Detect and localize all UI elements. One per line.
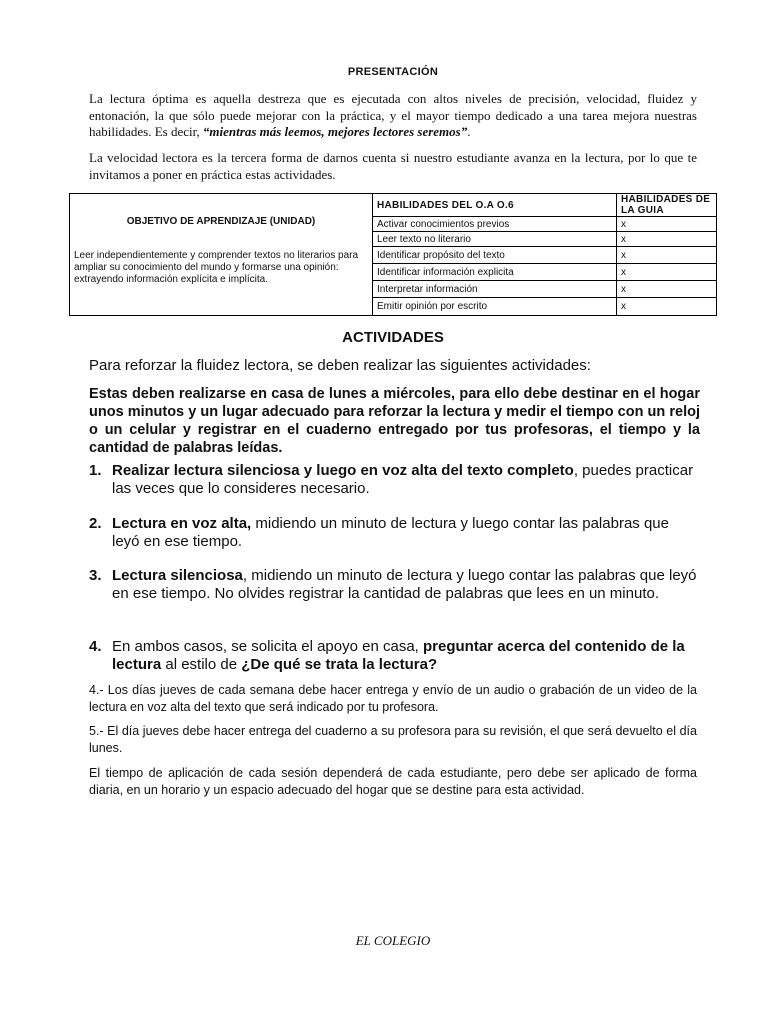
- objective-cell: [70, 194, 373, 316]
- item-text: midiendo un minuto de lectura y luego contar las palabras que leyó en ese tiempo.: [112, 515, 669, 550]
- objective-text: Leer independientemente y comprender textos no literarios para ampliar su conocimiento del mundo y formarse una opinión: extrayendo información explícita e implícita.: [74, 250, 359, 285]
- footer-signature: EL COLEGIO: [355, 933, 431, 948]
- item-bold: Realizar lectura silenciosa y luego en voz alta del texto completo: [112, 462, 574, 479]
- paragraph-delivery-notebook: 5.- El día jueves debe hacer entrega del cuaderno a su profesora para su revisión, el que será devuelto el día lunes.: [89, 724, 697, 755]
- paragraph-application-time: El tiempo de aplicación de cada sesión dependerá de cada estudiante, pero debe ser aplicado de forma diaria, en un horario y un espacio adecuado del hogar que se destine para esta actividad.: [89, 766, 697, 797]
- item-bold: Lectura en voz alta,: [112, 515, 252, 532]
- item-number: 3.: [89, 567, 102, 584]
- list-item: [89, 567, 700, 602]
- objectives-table: [69, 193, 717, 316]
- skills-header: HABILIDADES DEL O.A O.6: [373, 194, 617, 217]
- item-bold: Lectura silenciosa: [112, 567, 243, 584]
- skill-cell: Interpretar información: [373, 281, 617, 298]
- paragraph-delivery-audio: 4.- Los días jueves de cada semana debe hacer entrega y envío de un audio o grabación de un video de la lectura en voz alta del texto que será indicado por tu profesora.: [89, 683, 697, 714]
- mark-cell: x: [617, 232, 717, 247]
- table-header-row: [70, 194, 717, 217]
- skill-cell: Identificar propósito del texto: [373, 247, 617, 264]
- activities-instructions: Estas deben realizarse en casa de lunes a miércoles, para ello debe destinar en el hogar unos minutos y un lugar adecuado para reforzar la lectura y medir el tiempo con un reloj o un celular y registrar en el cuaderno entregado por tus profesoras, el tiempo y la cantidad de palabras leídas.: [89, 386, 700, 456]
- item-text: , midiendo un minuto de lectura y luego contar las palabras que leyó en ese tiempo. No olvides registrar la cantidad de palabras que lees en un minuto.: [112, 567, 697, 602]
- activities-intro: Para reforzar la fluidez lectora, se deben realizar las siguientes actividades:: [89, 357, 591, 374]
- presentation-paragraph-2: La velocidad lectora es la tercera forma de darnos cuenta si nuestro estudiante avanza en la lectura, por lo que te invitamos a poner en práctica estas actividades.: [89, 150, 697, 182]
- presentation-title: PRESENTACIÓN: [347, 66, 439, 78]
- p1-text: La lectura óptima es aquella destreza que es ejecutada con altos niveles de precisión, velocidad, fluidez y entonación, la que sólo puede mejorar con la práctica, y el mayor tiempo dedicado a una tarea mejora nuestras habilidades. Es decir,: [89, 91, 697, 139]
- presentation-paragraph-1: [89, 91, 697, 141]
- activities-title: ACTIVIDADES: [342, 329, 444, 346]
- p1-end: .: [467, 124, 471, 139]
- item-bold-question: ¿De qué se trata la lectura?: [241, 655, 438, 673]
- mark-cell: x: [617, 281, 717, 298]
- item-number: 2.: [89, 515, 102, 532]
- list-item: [89, 515, 700, 550]
- item-number: 4.: [89, 638, 102, 655]
- p1-emphasis: “mientras más leemos, mejores lectores seremos”: [202, 124, 468, 139]
- objective-heading: OBJETIVO DE APRENDIZAJE (UNIDAD): [126, 216, 316, 227]
- item-text-mid: al estilo de: [161, 655, 242, 673]
- skill-cell: Emitir opinión por escrito: [373, 298, 617, 316]
- item-text: , puedes practicar las veces que lo consideres necesario.: [112, 462, 694, 497]
- list-item: [89, 638, 700, 673]
- mark-cell: x: [617, 247, 717, 264]
- mark-cell: x: [617, 264, 717, 281]
- guide-header: HABILIDADES DE LA GUIA: [617, 194, 717, 217]
- item-text: En ambos casos, se solicita el apoyo en casa,: [112, 638, 424, 655]
- skill-cell: Activar conocimientos previos: [373, 217, 617, 232]
- mark-cell: x: [617, 217, 717, 232]
- item-number: 1.: [89, 462, 102, 479]
- list-item: [89, 462, 700, 497]
- skill-cell: Leer texto no literario: [373, 232, 617, 247]
- item-bold: preguntar acerca del contenido de la lectura: [112, 638, 685, 673]
- skill-cell: Identificar información explicita: [373, 264, 617, 281]
- mark-cell: x: [617, 298, 717, 316]
